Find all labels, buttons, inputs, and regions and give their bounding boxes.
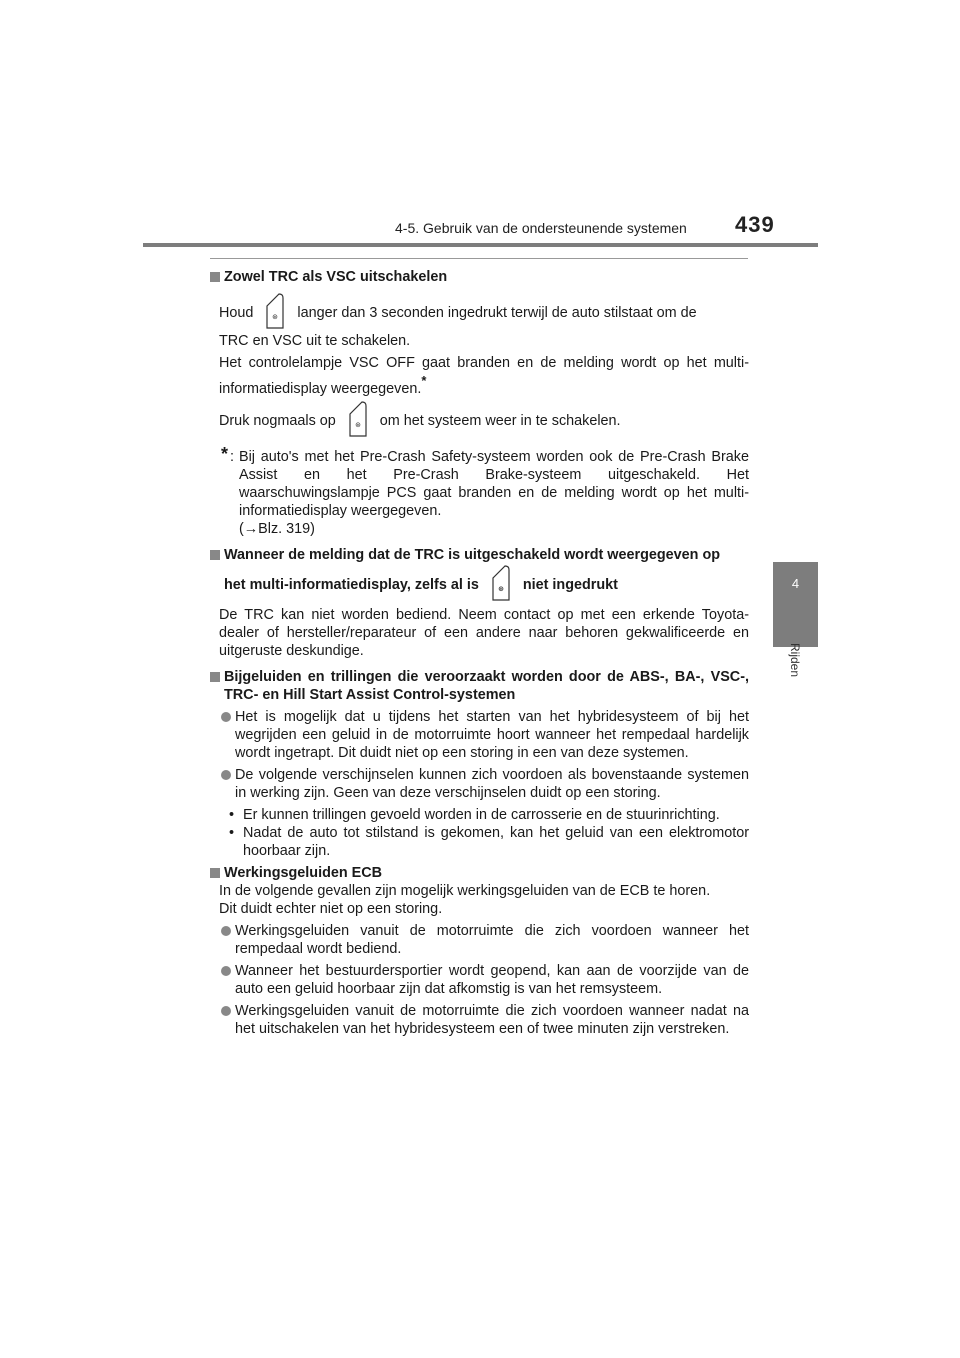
- square-bullet-icon: [210, 272, 220, 282]
- section-title: Wanneer de melding dat de TRC is uitgeschakeld wordt weergegeven op: [209, 546, 749, 564]
- list-item: Het is mogelijk dat u tijdens het starten van het hybridesysteem of bij het wegrijden een geluid in de motorruimte hoort wanneer het rempedaal hardelijk wordt ingetrapt. Dit duidt niet op een storing in een van deze systemen.: [209, 708, 749, 762]
- sub-list-item: • Nadat de auto tot stilstand is gekomen, kan het geluid van een elektromotor hoorbaar zijn.: [229, 825, 749, 859]
- paragraph: In de volgende gevallen zijn mogelijk werkingsgeluiden van de ECB te horen.: [219, 883, 711, 899]
- paragraph: Houd ⊛ langer dan 3 seconden ingedrukt terwijl de auto stilstaat om de: [209, 294, 749, 332]
- svg-text:⊛: ⊛: [497, 585, 504, 593]
- chapter-tab[interactable]: [773, 562, 818, 647]
- square-bullet-icon: [210, 672, 220, 682]
- paragraph: De TRC kan niet worden bediend. Neem contact op met een erkende Toyota-dealer of hersteller/reparateur of een andere naar behoren gekwalificeerde en uitgeruste deskundige.: [219, 607, 749, 659]
- page-number: 439: [735, 212, 775, 237]
- list-item: Werkingsgeluiden vanuit de motorruimte die zich voordoen wanneer nadat na het uitschakelen van het hybridesysteem een of twee minuten zijn verstreken.: [209, 1002, 749, 1038]
- square-bullet-icon: [210, 550, 220, 560]
- section-title: Bijgeluiden en trillingen die veroorzaakt worden door de ABS-, BA-, VSC-, TRC- en Hill Start Assist Control-systemen: [209, 668, 749, 704]
- sub-list-item: • Er kunnen trillingen gevoeld worden in de carrosserie en de stuurinrichting.: [229, 807, 720, 823]
- svg-text:⊛: ⊛: [354, 421, 361, 429]
- round-bullet-icon: [221, 712, 231, 722]
- list-item: De volgende verschijnselen kunnen zich voordoen als bovenstaande systemen in werking zijn. Geen van deze verschijnselen duidt op een storing.: [209, 766, 749, 802]
- list-item: Werkingsgeluiden vanuit de motorruimte die zich voordoen wanneer het rempedaal wordt bediend.: [209, 922, 749, 958]
- round-bullet-icon: [221, 770, 231, 780]
- paragraph: Het controlelampje VSC OFF gaat branden en de melding wordt op het multi-informatiedisplay weergegeven.*: [219, 355, 749, 397]
- paragraph: Dit duidt echter niet op een storing.: [219, 901, 443, 917]
- paragraph: Druk nogmaals op ⊛ om het systeem weer in te schakelen.: [209, 402, 749, 440]
- vsc-off-button-icon: [263, 292, 287, 330]
- section-title: Zowel TRC als VSC uitschakelen: [209, 268, 749, 286]
- footnote-reference[interactable]: (→Blz. 319): [239, 521, 315, 537]
- vsc-off-button-icon: [346, 400, 370, 438]
- chapter-label: Rijden: [788, 642, 802, 678]
- round-bullet-icon: [221, 1006, 231, 1016]
- paragraph: TRC en VSC uit te schakelen.: [219, 333, 411, 349]
- footnote-star: *: [421, 373, 427, 388]
- header-title: 4-5. Gebruik van de ondersteunende systemen: [395, 220, 687, 236]
- list-item: Wanneer het bestuurdersportier wordt geopend, kan aan de voorzijde van de auto een geluid hoorbaar zijn dat afkomstig is van het remsysteem.: [209, 962, 749, 998]
- svg-text:⊛: ⊛: [272, 313, 279, 321]
- chapter-number: 4: [791, 576, 800, 591]
- round-bullet-icon: [221, 926, 231, 936]
- section-title: Werkingsgeluiden ECB: [209, 864, 749, 882]
- header-divider: [143, 243, 818, 247]
- content-divider: [210, 258, 748, 259]
- section-title-continued: het multi-informatiedisplay, zelfs al is ⊛ niet ingedrukt: [209, 566, 749, 604]
- square-bullet-icon: [210, 868, 220, 878]
- page-content: [209, 268, 749, 1038]
- footnote: * : Bij auto's met het Pre-Crash Safety-systeem worden ook de Pre-Crash Brake Assist en het Pre-Crash Brake-systeem uitgeschakeld. Het waarschuwingslampje PCS gaat branden en de melding wordt op het multi-informatiedisplay weergegeven.: [221, 444, 749, 519]
- vsc-off-button-icon: [489, 564, 513, 602]
- round-bullet-icon: [221, 966, 231, 976]
